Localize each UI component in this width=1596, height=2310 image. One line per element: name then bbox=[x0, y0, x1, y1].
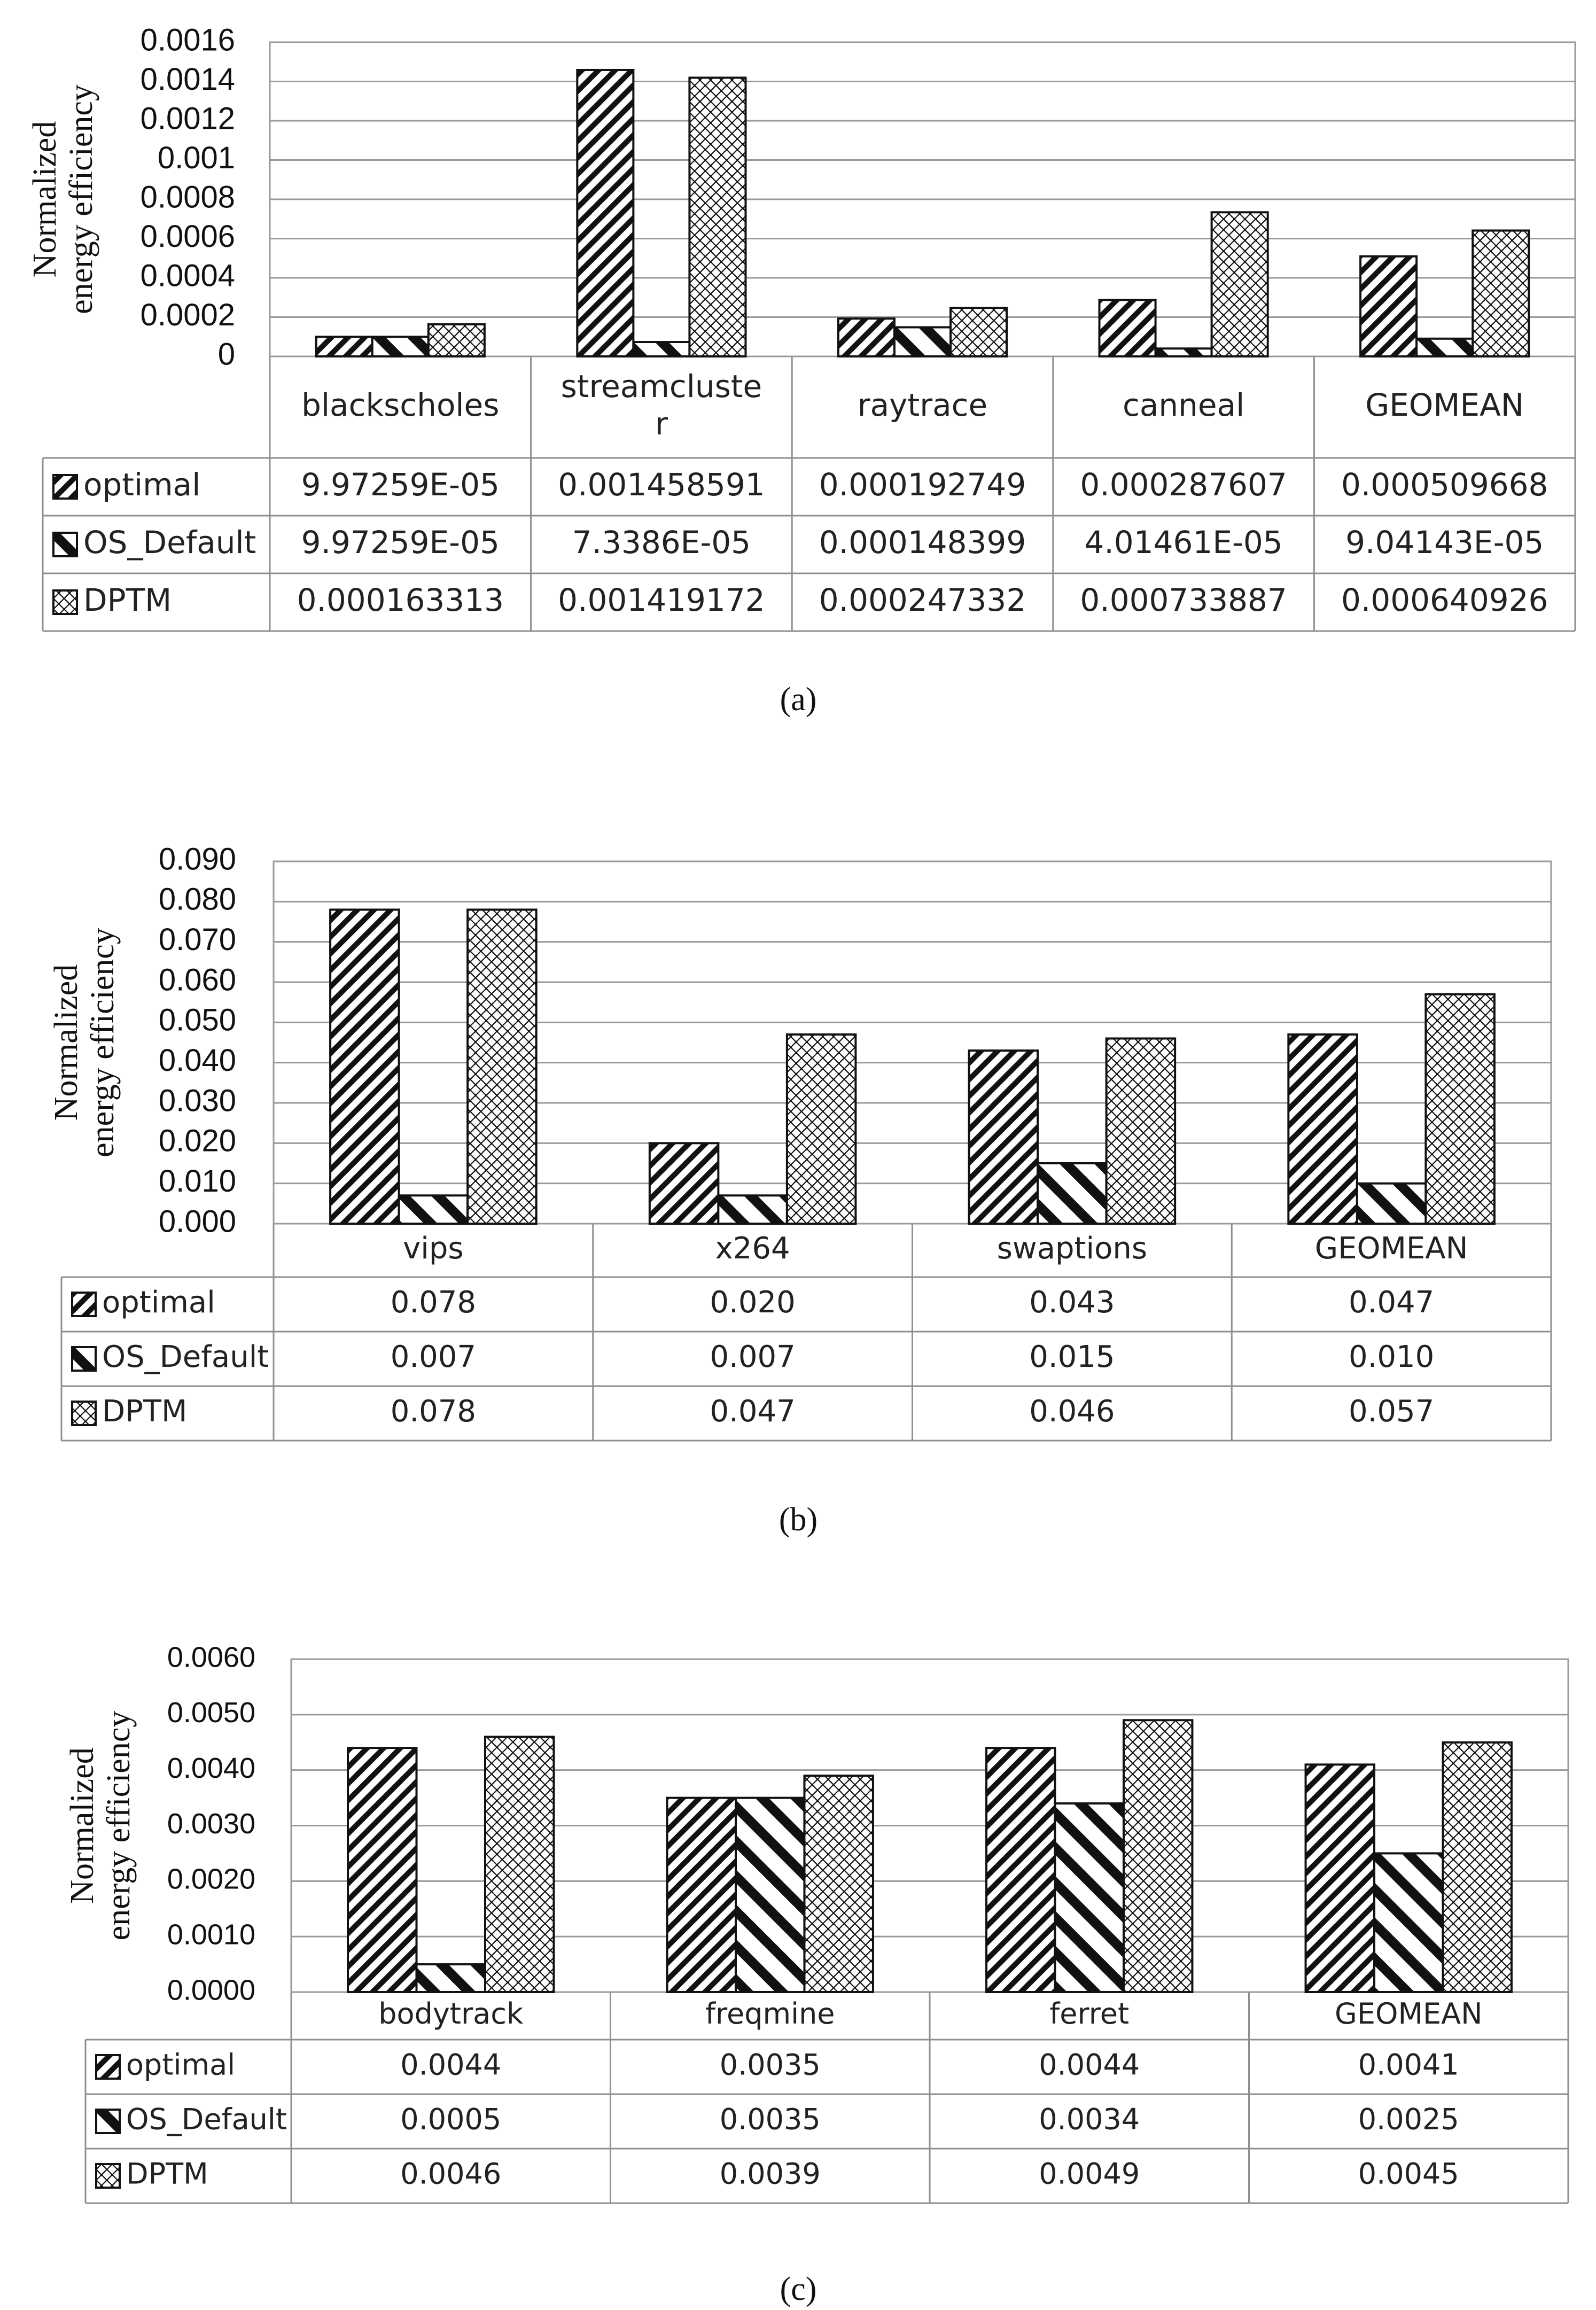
table-value: 0.0044 bbox=[400, 2048, 502, 2082]
y-axis-title: Normalized bbox=[27, 121, 64, 278]
y-tick-label: 0.0010 bbox=[167, 1918, 255, 1951]
table-value: 9.97259E-05 bbox=[301, 524, 500, 561]
legend-label: DPTM bbox=[126, 2157, 208, 2191]
table-value: 0.020 bbox=[710, 1285, 796, 1320]
bar-os-default-1 bbox=[399, 1195, 468, 1224]
y-axis-title: energy efficiency bbox=[100, 1710, 137, 1941]
y-tick-label: 0.0002 bbox=[140, 297, 235, 332]
y-axis-title: energy efficiency bbox=[63, 84, 100, 314]
bar-dptm-3 bbox=[1107, 1038, 1175, 1224]
panel-caption: (a) bbox=[780, 681, 817, 718]
bar-dptm-5 bbox=[1473, 230, 1529, 356]
y-axis-title: Normalized bbox=[48, 964, 85, 1121]
table-value: 0.001419172 bbox=[558, 582, 765, 619]
bar-optimal-3 bbox=[838, 318, 894, 356]
table-value: 0.0039 bbox=[719, 2157, 821, 2191]
y-tick-label: 0.0020 bbox=[167, 1863, 255, 1895]
table-value: 0.043 bbox=[1029, 1285, 1115, 1320]
chart-panel-1 bbox=[27, 22, 1575, 718]
y-tick-label: 0.0060 bbox=[167, 1641, 255, 1674]
legend-label: OS_Default bbox=[83, 524, 256, 561]
table-value: 0.0045 bbox=[1358, 2157, 1459, 2191]
bar-optimal-1 bbox=[348, 1748, 416, 1992]
bar-os-default-1 bbox=[372, 337, 429, 356]
legend-label: optimal bbox=[102, 1285, 215, 1320]
category-label: raytrace bbox=[857, 387, 988, 424]
table-value: 0.0034 bbox=[1039, 2102, 1140, 2136]
y-tick-label: 0.030 bbox=[158, 1083, 236, 1118]
bar-optimal-3 bbox=[986, 1748, 1055, 1992]
bar-dptm-3 bbox=[1124, 1720, 1192, 1992]
y-tick-label: 0.060 bbox=[158, 962, 236, 998]
category-label: canneal bbox=[1122, 387, 1245, 424]
category-label: vips bbox=[403, 1231, 464, 1266]
category-label: swaptions bbox=[996, 1231, 1148, 1266]
category-label: bodytrack bbox=[378, 1997, 524, 2031]
panel-caption: (c) bbox=[780, 2271, 817, 2308]
legend-key-os-default bbox=[53, 533, 77, 556]
category-label: streamcluste bbox=[560, 368, 762, 405]
legend-label: OS_Default bbox=[102, 1340, 269, 1375]
bar-dptm-1 bbox=[429, 324, 485, 356]
plot-frame bbox=[274, 861, 1551, 1224]
y-tick-label: 0.050 bbox=[158, 1002, 236, 1038]
table-value: 0.057 bbox=[1348, 1394, 1435, 1429]
table-value: 7.3386E-05 bbox=[572, 524, 751, 561]
table-value: 0.047 bbox=[710, 1394, 796, 1429]
table-value: 0.000733887 bbox=[1080, 582, 1287, 619]
bar-dptm-4 bbox=[1426, 994, 1494, 1224]
bar-dptm-2 bbox=[689, 77, 745, 356]
category-label: GEOMEAN bbox=[1314, 1231, 1468, 1266]
chart-panel-2 bbox=[48, 842, 1551, 1538]
bar-optimal-1 bbox=[316, 337, 372, 356]
table-value: 0.0005 bbox=[400, 2102, 502, 2136]
y-tick-label: 0.020 bbox=[158, 1123, 236, 1158]
legend-label: DPTM bbox=[102, 1394, 188, 1429]
table-value: 0.047 bbox=[1348, 1285, 1435, 1320]
table-value: 0.0025 bbox=[1358, 2102, 1459, 2136]
data-table bbox=[85, 1992, 1568, 2203]
category-label: x264 bbox=[715, 1231, 790, 1266]
bar-os-default-4 bbox=[1156, 348, 1212, 356]
category-label: blackscholes bbox=[301, 387, 500, 424]
y-axis-title: energy efficiency bbox=[84, 928, 121, 1157]
bar-optimal-4 bbox=[1306, 1764, 1374, 1992]
category-label: r bbox=[655, 406, 668, 442]
table-value: 0.046 bbox=[1029, 1394, 1115, 1429]
y-tick-label: 0.0014 bbox=[140, 61, 235, 97]
table-value: 0.001458591 bbox=[558, 466, 765, 503]
bar-dptm-3 bbox=[951, 308, 1007, 356]
y-tick-label: 0.0000 bbox=[167, 1974, 255, 2006]
table-value: 0.0044 bbox=[1039, 2048, 1140, 2082]
bar-dptm-2 bbox=[804, 1776, 873, 1992]
table-value: 0.000640926 bbox=[1341, 582, 1548, 619]
y-tick-label: 0.0040 bbox=[167, 1752, 255, 1784]
legend-key-optimal bbox=[53, 475, 77, 499]
panel-caption: (b) bbox=[778, 1502, 818, 1538]
bar-optimal-4 bbox=[1100, 300, 1156, 356]
bar-os-default-2 bbox=[633, 342, 689, 356]
y-tick-label: 0.000 bbox=[158, 1204, 236, 1239]
legend-key-os-default bbox=[72, 1347, 96, 1371]
table-value: 0.015 bbox=[1029, 1340, 1115, 1375]
y-tick-label: 0.080 bbox=[158, 882, 236, 917]
y-tick-label: 0.0050 bbox=[167, 1697, 255, 1729]
table-value: 4.01461E-05 bbox=[1084, 524, 1283, 561]
bar-optimal-3 bbox=[969, 1051, 1038, 1224]
y-tick-label: 0.010 bbox=[158, 1163, 236, 1199]
bar-os-default-2 bbox=[736, 1798, 804, 1992]
bar-dptm-4 bbox=[1212, 212, 1268, 356]
table-value: 0.078 bbox=[390, 1285, 477, 1320]
y-tick-label: 0.0030 bbox=[167, 1807, 255, 1840]
table-value: 0.000247332 bbox=[819, 582, 1026, 619]
legend-label: OS_Default bbox=[126, 2102, 287, 2136]
table-value: 9.97259E-05 bbox=[301, 466, 500, 503]
table-value: 0.0046 bbox=[400, 2157, 502, 2191]
table-value: 0.007 bbox=[390, 1340, 477, 1375]
bar-os-default-4 bbox=[1357, 1184, 1426, 1224]
bar-optimal-1 bbox=[330, 909, 399, 1224]
y-tick-label: 0.001 bbox=[157, 140, 235, 175]
table-value: 0.000163313 bbox=[297, 582, 504, 619]
bar-dptm-2 bbox=[787, 1035, 856, 1224]
table-value: 0.0035 bbox=[719, 2102, 821, 2136]
y-tick-label: 0.0004 bbox=[140, 258, 235, 293]
bar-os-default-5 bbox=[1416, 339, 1473, 356]
data-table bbox=[61, 1224, 1551, 1441]
category-label: GEOMEAN bbox=[1365, 387, 1524, 424]
y-tick-label: 0.040 bbox=[158, 1043, 236, 1078]
table-value: 0.010 bbox=[1348, 1340, 1435, 1375]
legend-label: optimal bbox=[83, 466, 201, 503]
bar-os-default-1 bbox=[417, 1964, 485, 1992]
bar-dptm-1 bbox=[485, 1737, 554, 1992]
legend-key-dptm bbox=[96, 2164, 120, 2188]
y-tick-label: 0.0008 bbox=[140, 180, 235, 215]
bar-optimal-5 bbox=[1360, 256, 1416, 356]
table-value: 0.000287607 bbox=[1080, 466, 1287, 503]
legend-key-optimal bbox=[96, 2055, 120, 2079]
bar-optimal-2 bbox=[667, 1798, 736, 1992]
legend-key-dptm bbox=[72, 1402, 96, 1425]
table-value: 0.078 bbox=[390, 1394, 477, 1429]
legend-key-optimal bbox=[72, 1293, 96, 1316]
legend-key-os-default bbox=[96, 2110, 120, 2133]
y-tick-label: 0.0006 bbox=[140, 219, 235, 254]
table-value: 0.0041 bbox=[1358, 2048, 1459, 2082]
table-value: 0.0035 bbox=[719, 2048, 821, 2082]
legend-key-dptm bbox=[53, 590, 77, 614]
y-tick-label: 0.0012 bbox=[140, 101, 235, 136]
bar-os-default-4 bbox=[1374, 1853, 1443, 1992]
table-value: 9.04143E-05 bbox=[1345, 524, 1544, 561]
bar-os-default-3 bbox=[894, 327, 951, 356]
bar-dptm-4 bbox=[1443, 1743, 1511, 1992]
table-value: 0.000148399 bbox=[819, 524, 1026, 561]
bar-optimal-2 bbox=[577, 70, 633, 356]
table-value: 0.0049 bbox=[1039, 2157, 1140, 2191]
bar-os-default-2 bbox=[718, 1195, 787, 1224]
category-label: freqmine bbox=[705, 1997, 835, 2031]
y-axis-title: Normalized bbox=[64, 1747, 101, 1904]
bar-optimal-2 bbox=[650, 1143, 719, 1224]
table-value: 0.007 bbox=[710, 1340, 796, 1375]
bar-os-default-3 bbox=[1038, 1163, 1107, 1224]
table-value: 0.000192749 bbox=[819, 466, 1026, 503]
chart-panel-3 bbox=[64, 1641, 1568, 2307]
category-label: GEOMEAN bbox=[1334, 1997, 1483, 2031]
y-tick-label: 0.0016 bbox=[140, 22, 235, 58]
y-tick-label: 0 bbox=[217, 337, 235, 372]
table-value: 0.000509668 bbox=[1341, 466, 1548, 503]
bar-os-default-3 bbox=[1055, 1803, 1124, 1992]
legend-label: optimal bbox=[126, 2048, 236, 2082]
legend-label: DPTM bbox=[83, 582, 172, 619]
y-tick-label: 0.070 bbox=[158, 922, 236, 957]
bar-optimal-4 bbox=[1288, 1035, 1357, 1224]
y-tick-label: 0.090 bbox=[158, 842, 236, 877]
category-label: ferret bbox=[1049, 1997, 1130, 2031]
data-table bbox=[43, 356, 1575, 631]
bar-dptm-1 bbox=[468, 909, 536, 1224]
